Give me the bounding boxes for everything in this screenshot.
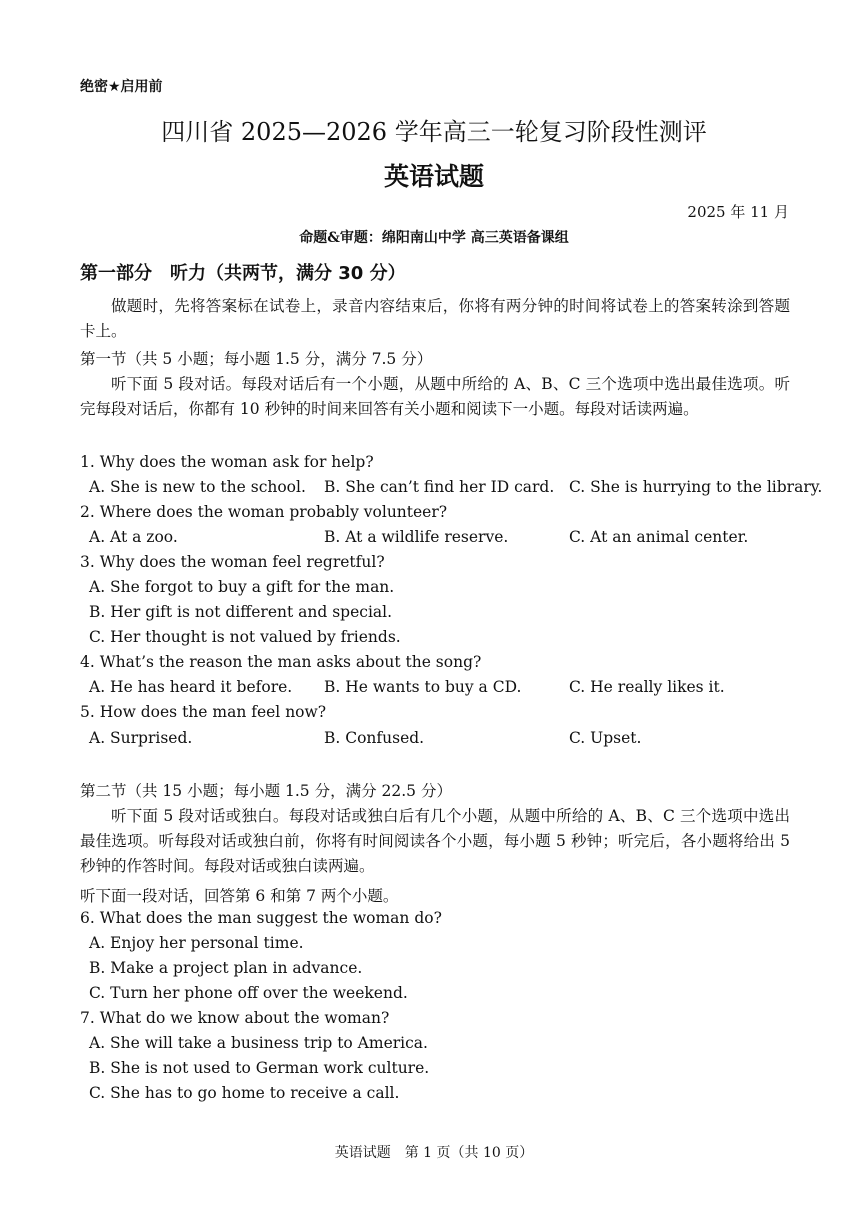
question-stem: 3. Why does the woman feel regretful? xyxy=(80,553,385,571)
option-c: C. Her thought is not valued by friends. xyxy=(89,628,401,646)
question-stem: 2. Where does the woman probably volunteer? xyxy=(80,503,448,521)
question-stem: 7. What do we know about the woman? xyxy=(80,1009,390,1027)
option-b: B. She is not used to German work culture. xyxy=(89,1059,430,1077)
option-a: A. At a zoo. xyxy=(89,528,178,546)
exam-date: 2025 年 11 月 xyxy=(687,203,789,221)
question-stem: 6. What does the man suggest the woman do? xyxy=(80,909,442,927)
question-stem: 5. How does the man feel now? xyxy=(80,703,327,721)
option-a: A. She will take a business trip to America. xyxy=(89,1034,428,1052)
part1-title: 第一部分 听力（共两节，满分 30 分） xyxy=(80,263,406,284)
option-c: C. At an animal center. xyxy=(569,528,749,546)
option-c: C. She has to go home to receive a call. xyxy=(89,1084,400,1102)
section2-instructions: 听下面 5 段对话或独白。每段对话或独白后有几个小题，从题中所给的 A、B、C 三个选项中选出最佳选项。听每段对话或独白前，你将有时间阅读各个小题，每小题 5 秒钟；听完后，各小题将给出 5 秒钟的作答时间。每段对话或独白读两遍。 xyxy=(80,807,790,875)
option-b: B. She can’t find her ID card. xyxy=(324,478,555,496)
part1-intro: 做题时，先将答案标在试卷上，录音内容结束后，你将有两分钟的时间将试卷上的答案转涂到答题卡上。 xyxy=(80,297,790,340)
subject-title: 英语试题 xyxy=(383,162,484,191)
option-a: A. She is new to the school. xyxy=(89,478,306,496)
option-b: B. Confused. xyxy=(324,729,425,747)
option-c: C. Turn her phone off over the weekend. xyxy=(89,984,408,1002)
group-note: 听下面一段对话，回答第 6 和第 7 两个小题。 xyxy=(80,887,399,905)
option-b: B. At a wildlife reserve. xyxy=(324,528,509,546)
option-b: B. Make a project plan in advance. xyxy=(89,959,363,977)
page-footer: 英语试题 第 1 页（共 10 页） xyxy=(334,1145,534,1161)
exam-title: 四川省 2025—2026 学年高三一轮复习阶段性测评 xyxy=(161,118,707,146)
section1-instructions: 听下面 5 段对话。每段对话后有一个小题，从题中所给的 A、B、C 三个选项中选出最佳选项。听完每段对话后，你都有 10 秒钟的时间来回答有关小题和阅读下一小题。每段对话读两遍。 xyxy=(80,375,790,418)
option-c: C. He really likes it. xyxy=(569,678,725,696)
option-b: B. He wants to buy a CD. xyxy=(324,678,522,696)
authors-line: 命题&审题：绵阳南山中学 高三英语备课组 xyxy=(299,230,569,246)
option-b: B. Her gift is not different and special. xyxy=(89,603,393,621)
question-stem: 1. Why does the woman ask for help? xyxy=(80,453,374,471)
confidential-mark: 绝密★启用前 xyxy=(80,79,163,95)
option-a: A. He has heard it before. xyxy=(89,678,293,696)
section1-title: 第一节（共 5 小题；每小题 1.5 分，满分 7.5 分） xyxy=(80,350,433,368)
question-stem: 4. What’s the reason the man asks about the song? xyxy=(80,653,482,671)
section2-title: 第二节（共 15 小题；每小题 1.5 分，满分 22.5 分） xyxy=(80,782,452,800)
option-a: A. Surprised. xyxy=(89,729,193,747)
option-c: C. Upset. xyxy=(569,729,642,747)
option-a: A. She forgot to buy a gift for the man. xyxy=(89,578,395,596)
option-a: A. Enjoy her personal time. xyxy=(89,934,304,952)
option-c: C. She is hurrying to the library. xyxy=(569,478,823,496)
